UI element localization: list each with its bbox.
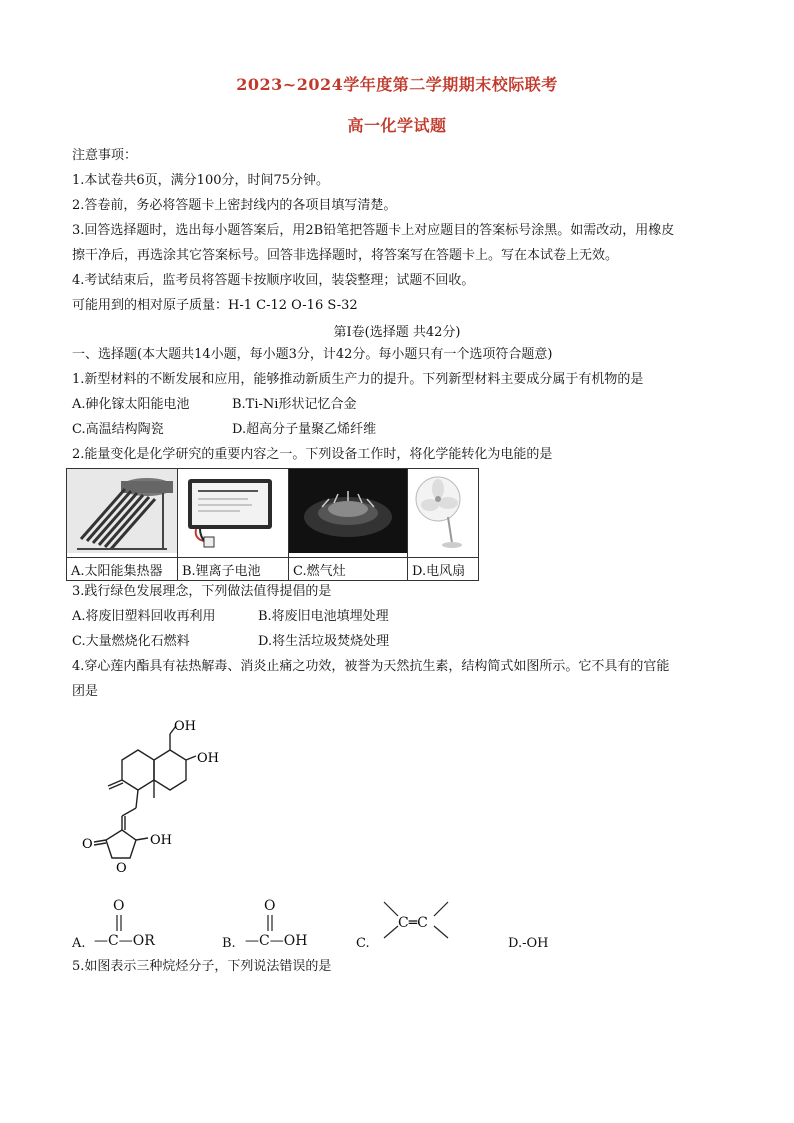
q4-option-d: D.-OH [508,936,549,951]
section-title: 第Ⅰ卷(选择题 共42分) [333,325,461,340]
q4-option-c-label: C. [356,936,370,951]
note-item-4: 4.考试结束后，监考员将答题卡按顺序收回，装袋整理；试题不回收。 [72,273,475,288]
exam-title: 2023~2024学年度第二学期期末校际联考 [236,75,558,94]
q4-option-b-double-bond [263,913,277,933]
andrographolide-structure [70,720,250,880]
q4-option-b-group: —C—OH [245,933,308,949]
q1-option-b: B.Ti-Ni形状记忆合金 [232,397,357,412]
electric-fan-image [408,469,479,558]
q3-option-d: D.将生活垃圾焚烧处理 [258,634,390,649]
q2-option-c: C.燃气灶 [289,558,408,581]
q3-option-c: C.大量燃烧化石燃料 [72,634,190,649]
q2-option-b: B.锂离子电池 [178,558,289,581]
q2-option-d: D.电风扇 [408,558,479,581]
q3-option-b: B.将废旧电池填埋处理 [258,609,389,624]
note-item-1: 1.本试卷共6页，满分100分，时间75分钟。 [72,173,330,188]
q3-stem: 3.践行绿色发展理念，下列做法值得提倡的是 [72,584,332,599]
q2-device-table [66,468,479,581]
lactone-oh-label: OH [150,833,172,848]
ring-oh-label: OH [197,751,219,766]
note-item-2: 2.答卷前，务必将答题卡上密封线内的各项目填写清楚。 [72,198,397,213]
q1-option-c: C.高温结构陶瓷 [72,422,164,437]
q4-stem: 4.穿心莲内酯具有祛热解毒、消炎止痛之功效，被誉为天然抗生素，结构简式如图所示。它不具有的官能 [72,659,670,674]
q5-stem: 5.如图表示三种烷烃分子，下列说法错误的是 [72,959,332,974]
q1-stem: 1.新型材料的不断发展和应用，能够推动新质生产力的提升。下列新型材料主要成分属于有机物的是 [72,372,644,387]
q2-stem: 2.能量变化是化学研究的重要内容之一。下列设备工作时，将化学能转化为电能的是 [72,447,553,462]
section-intro: 一、选择题(本大题共14小题，每小题3分，计42分。每小题只有一个选项符合题意) [72,347,553,362]
q3-option-a: A.将废旧塑料回收再利用 [72,609,216,624]
atomic-masses: 可能用到的相对原子质量：H-1 C-12 O-16 S-32 [72,298,358,313]
q4-option-c-group: C═C [398,915,428,931]
q4-option-a-group: —C—OR [94,933,155,949]
q1-option-d: D.超高分子量聚乙烯纤维 [232,422,377,437]
carbonyl-o-label: O [82,837,93,852]
exam-subtitle: 高一化学试题 [347,116,447,135]
q4-option-a-double-bond [112,913,126,933]
hydroxymethyl-oh-label: OH [174,720,196,734]
q4-option-a-label: A. [72,936,86,951]
q4-option-a-o: O [113,898,125,914]
solar-heater-image [67,469,178,558]
note-item-3-cont: 擦干净后，再选涂其它答案标号。回答非选择题时，将答案写在答题卡上。写在本试卷上无效。 [72,248,619,263]
q4-option-b-label: B. [222,936,236,951]
lithium-battery-image [178,469,289,558]
q1-option-a: A.砷化镓太阳能电池 [72,397,190,412]
q4-option-b-o: O [264,898,276,914]
gas-stove-image [289,469,408,558]
note-item-3: 3.回答选择题时，选出每小题答案后，用2B铅笔把答题卡上对应题目的答案标号涂黑。如需改动，用橡皮 [72,223,675,238]
q4-stem-cont: 团是 [72,684,99,699]
q2-option-a: A.太阳能集热器 [67,558,178,581]
ring-o-label: O [116,861,127,876]
notes-heading: 注意事项： [72,148,138,163]
